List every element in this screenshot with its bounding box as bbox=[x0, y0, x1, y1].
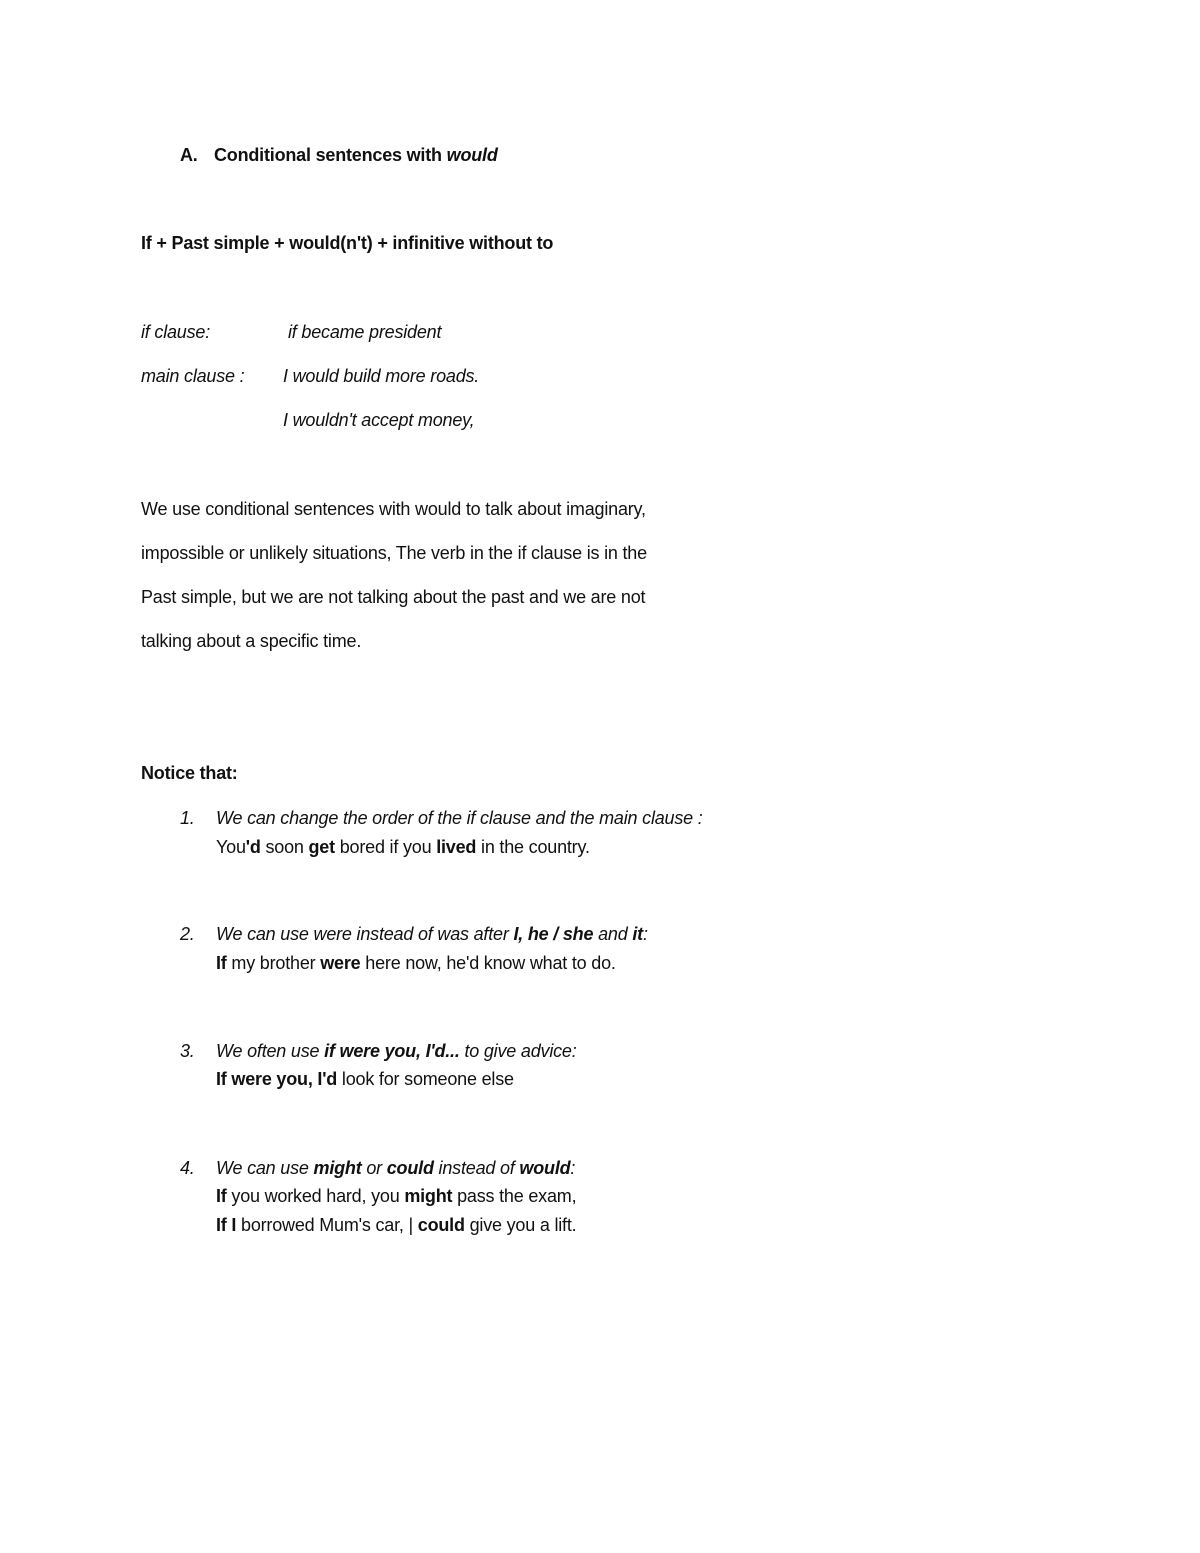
example-segment: in the country. bbox=[476, 837, 590, 857]
main-clause-text-2: I wouldn't accept money, bbox=[283, 410, 475, 430]
example-segment: borrowed Mum's car, | bbox=[236, 1215, 418, 1235]
rule-segment: We can use bbox=[216, 1158, 314, 1178]
rule-segment: or bbox=[361, 1158, 387, 1178]
example-segment-bold: If I bbox=[216, 1215, 237, 1235]
example-segment: pass the exam, bbox=[452, 1186, 577, 1206]
example-segment: look for someone else bbox=[337, 1069, 514, 1089]
item-rule bbox=[216, 1157, 575, 1179]
example-segment-bold: 'd bbox=[245, 837, 261, 857]
rule-segment: and bbox=[593, 924, 633, 944]
example-segment-bold: If were you, I'd bbox=[216, 1069, 338, 1089]
main-clause-label: main clause : bbox=[141, 366, 245, 386]
example-segment-bold: If bbox=[216, 953, 227, 973]
example-segment: you worked hard, you bbox=[226, 1186, 405, 1206]
rule-segment-bold: might bbox=[313, 1158, 362, 1178]
rule-segment-bold: could bbox=[386, 1158, 434, 1178]
item-number: 2. bbox=[180, 924, 195, 944]
rule-segment: to give advice: bbox=[459, 1041, 577, 1061]
item-rule bbox=[216, 1040, 577, 1062]
rule-segment-bold: would bbox=[519, 1158, 571, 1178]
section-heading bbox=[180, 144, 498, 166]
example-segment: give you a lift. bbox=[464, 1215, 577, 1235]
example-segment-bold: get bbox=[308, 837, 335, 857]
paragraph-line: Past simple, but we are not talking about the past and we are not bbox=[141, 587, 646, 607]
item-number: 3. bbox=[180, 1041, 195, 1061]
item-number: 1. bbox=[180, 808, 195, 828]
item-number: 4. bbox=[180, 1158, 195, 1178]
example-segment: You bbox=[216, 837, 246, 857]
item-example bbox=[216, 952, 616, 974]
example-segment-bold: could bbox=[417, 1215, 465, 1235]
rule-segment: We can use were instead of was after bbox=[216, 924, 514, 944]
rule-segment: instead of bbox=[433, 1158, 520, 1178]
rule-segment: : bbox=[642, 924, 648, 944]
example-segment: bored if you bbox=[334, 837, 437, 857]
example-segment: my brother bbox=[226, 953, 321, 973]
main-clause-text-1: I would build more roads. bbox=[283, 366, 480, 386]
example-segment: soon bbox=[260, 837, 309, 857]
paragraph-line: impossible or unlikely situations, The verb in the if clause is in the bbox=[141, 543, 647, 563]
example-segment: here now, he'd know what to do. bbox=[360, 953, 616, 973]
item-rule bbox=[216, 923, 648, 945]
section-title: Conditional sentences with bbox=[214, 145, 447, 165]
rule-segment-bold: I, he / she bbox=[513, 924, 594, 944]
example-segment-bold: lived bbox=[436, 837, 477, 857]
example-segment-bold: were bbox=[320, 953, 361, 973]
item-example bbox=[216, 1214, 576, 1236]
notice-heading: Notice that: bbox=[141, 763, 238, 783]
rule-segment-bold: it bbox=[632, 924, 643, 944]
section-title-emphasis: would bbox=[446, 145, 498, 165]
if-clause-label: if clause: bbox=[141, 322, 211, 342]
rule-segment: : bbox=[570, 1158, 576, 1178]
example-segment-bold: might bbox=[404, 1186, 453, 1206]
formula-line: If + Past simple + would(n't) + infinitive without to bbox=[141, 233, 554, 253]
item-rule: We can change the order of the if clause and the main clause : bbox=[216, 808, 703, 828]
paragraph-line: We use conditional sentences with would to talk about imaginary, bbox=[141, 499, 646, 519]
item-example bbox=[216, 1068, 514, 1090]
paragraph-line: talking about a specific time. bbox=[141, 631, 362, 651]
rule-segment: We often use bbox=[216, 1041, 325, 1061]
section-marker: A. bbox=[180, 145, 198, 165]
example-segment-bold: If bbox=[216, 1186, 227, 1206]
if-clause-text: if became president bbox=[288, 322, 442, 342]
item-example bbox=[216, 836, 590, 858]
item-example bbox=[216, 1185, 576, 1207]
rule-segment-bold: if were you, I'd... bbox=[324, 1041, 460, 1061]
